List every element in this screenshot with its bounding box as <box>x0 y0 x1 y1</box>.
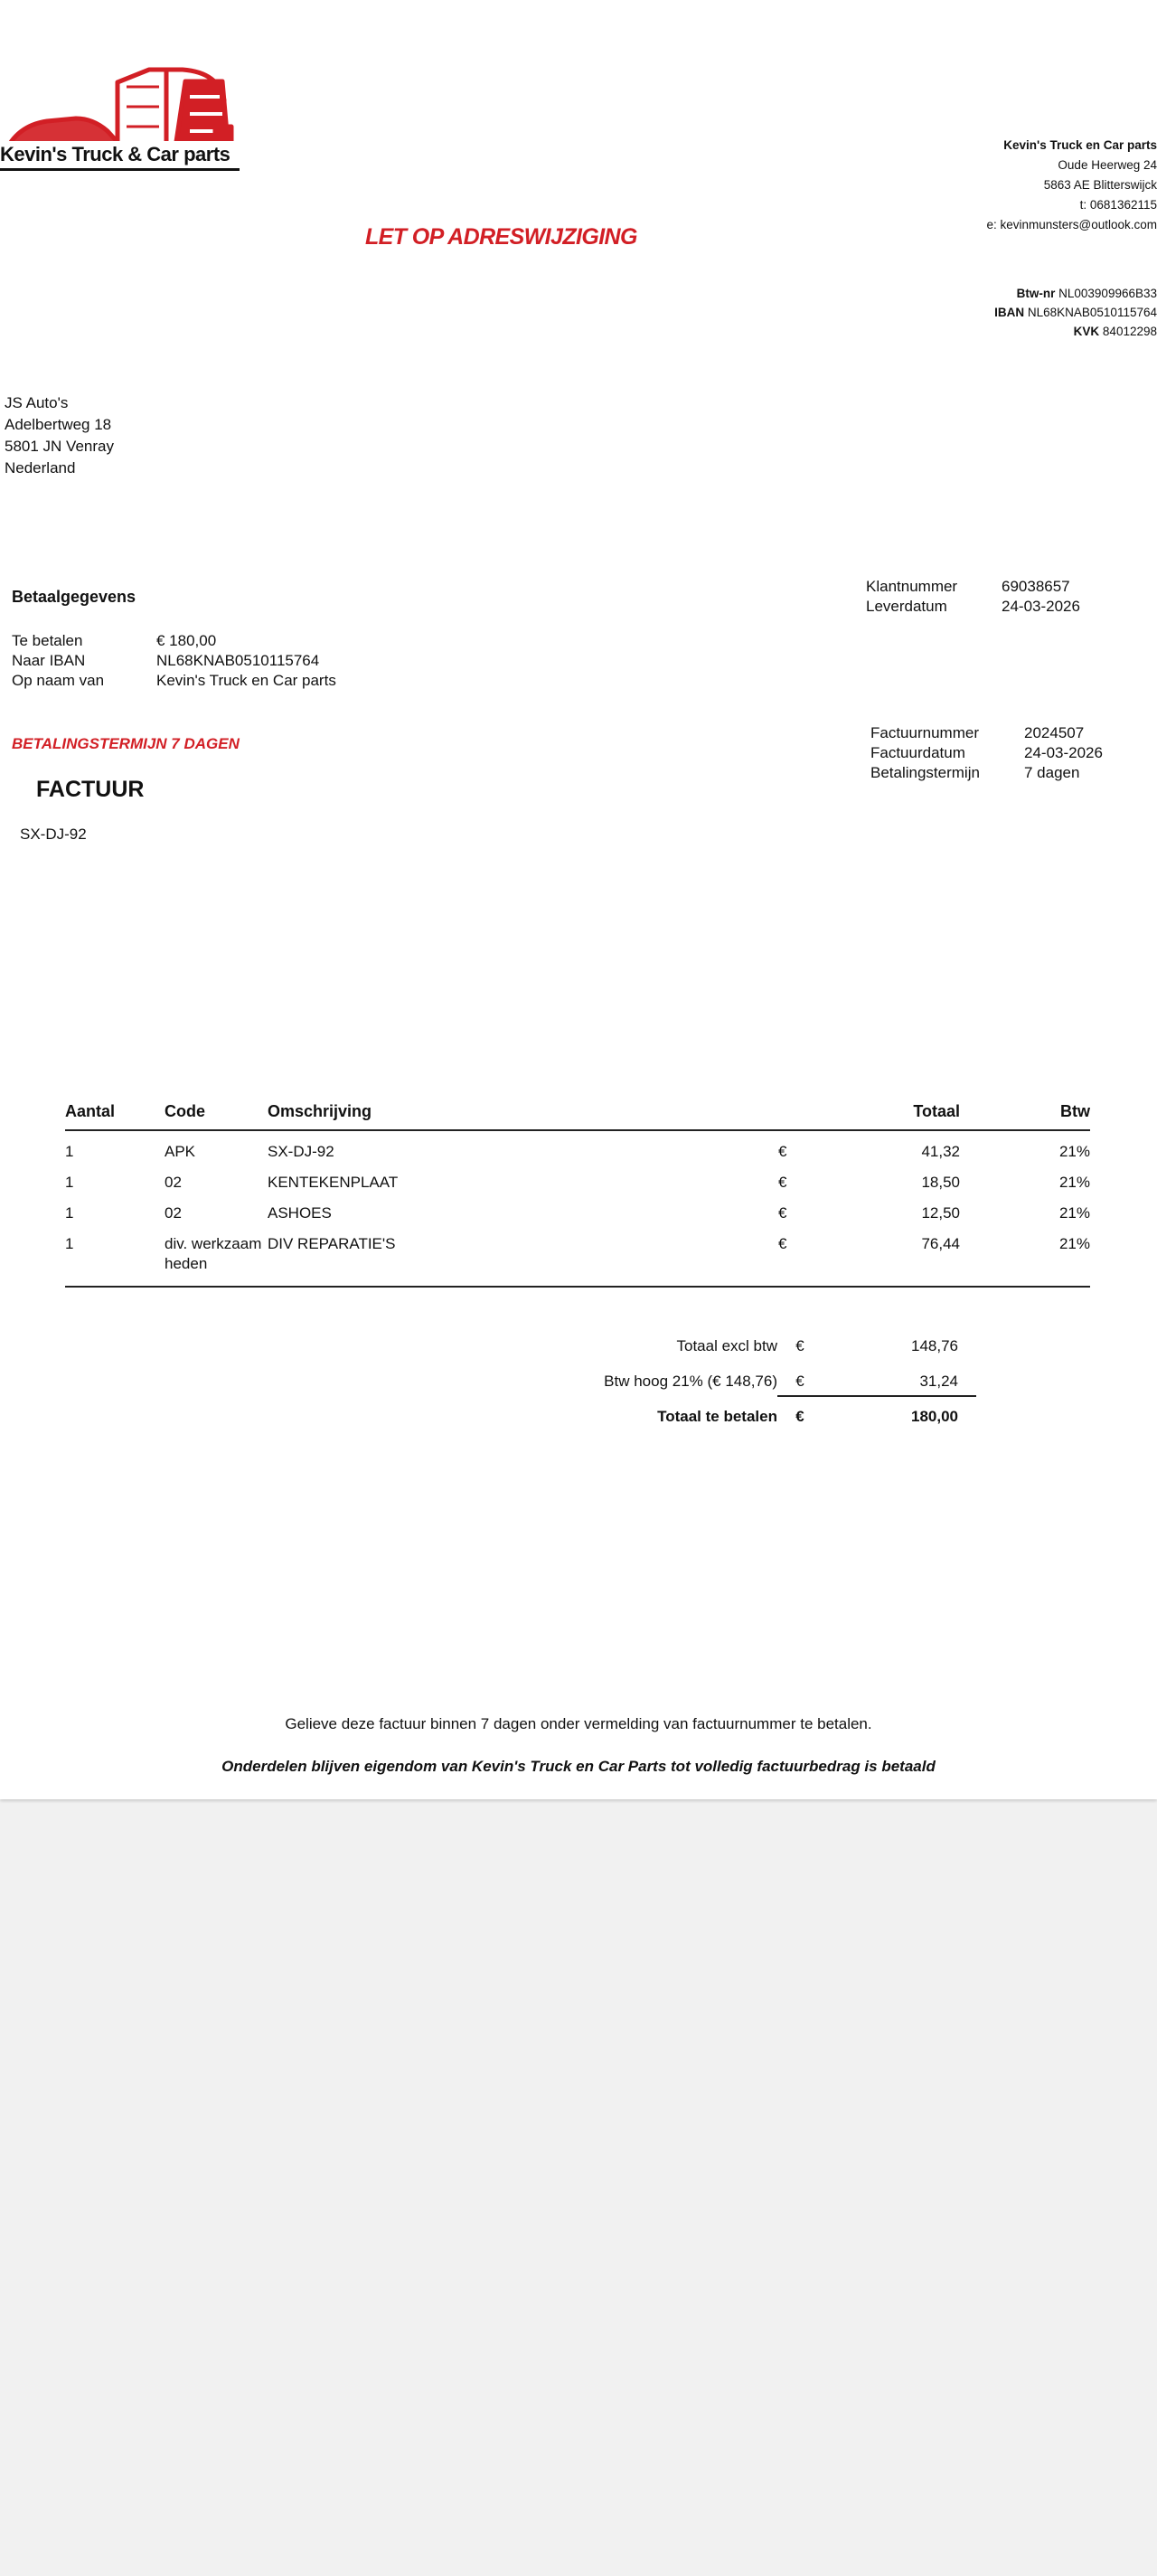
company-email[interactable]: e: kevinmunsters@outlook.com <box>986 218 1157 231</box>
company-name: Kevin's Truck en Car parts <box>1003 138 1157 152</box>
company-postal: 5863 AE Blitterswijck <box>1043 178 1157 192</box>
total-divider <box>777 1395 976 1397</box>
payment-instruction: Gelieve deze factuur binnen 7 dagen onder vermelding van factuurnummer te betalen. <box>285 1715 872 1732</box>
customer-postal: 5801 JN Venray <box>5 438 114 455</box>
invoice-title: FACTUUR <box>36 777 145 802</box>
table-header: Aantal Code Omschrijving Totaal Btw <box>65 1102 1090 1131</box>
license-plate: SX-DJ-92 <box>20 826 87 843</box>
table-row: 1 APK SX-DJ-92 € 41,32 21% <box>65 1143 1090 1160</box>
table-row: 1 02 ASHOES € 12,50 21% <box>65 1204 1090 1222</box>
payment-term-notice: BETALINGSTERMIJN 7 DAGEN <box>12 735 240 752</box>
client-reference: Klantnummer 69038657 Leverdatum 24-03-2026 <box>866 578 1080 615</box>
table-row: 1 div. werkzaam heden DIV REPARATIE'S € 76,44 21% <box>65 1235 1090 1272</box>
vat-row: Btw hoog 21% (€ 148,76) € 31,24 <box>604 1372 958 1390</box>
ownership-notice: Onderdelen blijven eigendom van Kevin's Truck en Car Parts tot volledig factuurbedrag is betaald <box>221 1758 936 1775</box>
customer-name: JS Auto's <box>5 394 69 411</box>
payment-details: Te betalen € 180,00 Naar IBAN NL68KNAB0510115764 Op naam van Kevin's Truck en Car parts <box>12 632 336 689</box>
table-row: 1 02 KENTEKENPLAAT € 18,50 21% <box>65 1174 1090 1191</box>
brand-wordmark: Kevin's Truck & Car parts <box>0 141 240 171</box>
customer-country: Nederland <box>5 459 76 477</box>
customer-street: Adelbertweg 18 <box>5 416 112 433</box>
grand-total-row: Totaal te betalen € 180,00 <box>657 1407 958 1425</box>
company-street: Oude Heerweg 24 <box>1058 158 1157 172</box>
btw-number: NL003909966B33 <box>1058 287 1157 300</box>
invoice-reference: Factuurnummer 2024507 Factuurdatum 24-03-2026 Betalingstermijn 7 dagen <box>870 724 1103 781</box>
iban-number: NL68KNAB0510115764 <box>1027 306 1157 319</box>
customer-address <box>5 392 114 479</box>
subtotal-row: Totaal excl btw € 148,76 <box>676 1336 958 1354</box>
company-address <box>913 136 1157 235</box>
company-tax-info: Btw-nr NL003909966B33 IBAN NL68KNAB0510115764 KVK 84012298 <box>994 287 1157 338</box>
company-phone: t: 0681362115 <box>1079 198 1157 212</box>
payment-title: Betaalgegevens <box>12 588 136 606</box>
invoice-totals <box>506 1328 976 1434</box>
address-change-notice: LET OP ADRESWIJZIGING <box>365 224 637 250</box>
kvk-number: 84012298 <box>1102 325 1157 338</box>
table-divider <box>65 1286 1090 1288</box>
invoice-lines-table <box>65 1102 1090 1288</box>
